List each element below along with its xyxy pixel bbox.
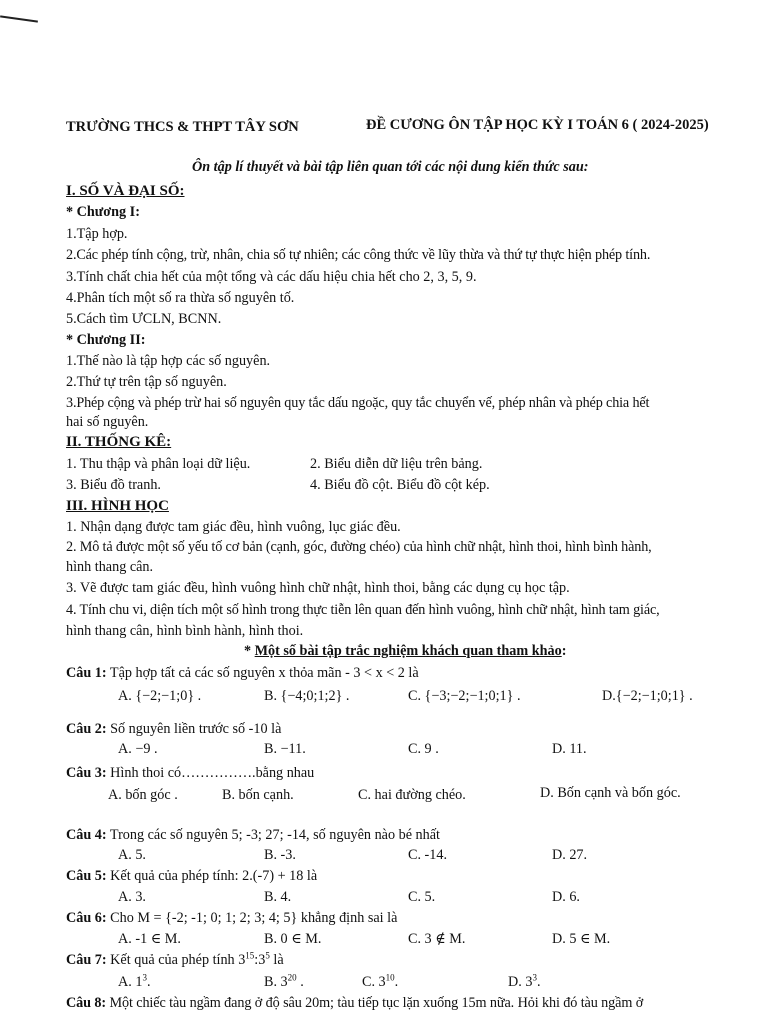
q3-option-c[interactable]: C. hai đường chéo.	[358, 787, 466, 803]
question-6: Câu 6: Cho M = {-2; -1; 0; 1; 2; 3; 4; 5} khẳng định sai là	[66, 910, 398, 926]
q1-option-d[interactable]: D.{−2;−1;0;1} .	[602, 688, 693, 704]
q5-option-d[interactable]: D. 6.	[552, 889, 580, 905]
geometry-item: 3. Vẽ được tam giác đều, hình vuông hình chữ nhật, hình thoi, bằng các dụng cụ học tập.	[66, 580, 570, 596]
question-7: Câu 7: Kết quả của phép tính $3^{15}:3^5$ là	[66, 950, 284, 968]
q1-option-a[interactable]: A. {−2;−1;0} .	[118, 688, 202, 704]
c1-item: 3.Tính chất chia hết của một tổng và các dấu hiệu chia hết cho 2, 3, 5, 9.	[66, 269, 477, 285]
geometry-item: 2. Mô tả được một số yếu tố cơ bản (cạnh, góc, đường chéo) của hình chữ nhật, hình thoi, hình bình hành,	[66, 539, 652, 555]
geometry-item: 4. Tính chu vi, diện tích một số hình trong thực tiễn lên quan đến hình vuông, hình chữ nhật, hình tam giác,	[66, 602, 660, 618]
question-4: Câu 4: Trong các số nguyên 5; -3; 27; -14, số nguyên nào bé nhất	[66, 827, 440, 843]
q3-option-d[interactable]: D. Bốn cạnh và bốn góc.	[540, 785, 681, 801]
c2-item: 3.Phép cộng và phép trừ hai số nguyên quy tắc dấu ngoặc, quy tắc chuyển vế, phép nhân và phép chia hết	[66, 395, 650, 411]
school-name: TRƯỜNG THCS & THPT TÂY SƠN	[66, 119, 299, 135]
c1-item: 5.Cách tìm ƯCLN, BCNN.	[66, 311, 222, 327]
q2-option-c[interactable]: C. 9 .	[408, 741, 439, 757]
q4-option-a[interactable]: A. 5.	[118, 847, 146, 863]
q2-option-a[interactable]: A. −9 .	[118, 741, 158, 757]
q7-option-d[interactable]: D. $3^3$.	[508, 972, 541, 990]
q5-option-a[interactable]: A. 3.	[118, 889, 146, 905]
q6-option-c[interactable]: C. 3 ∉ M.	[408, 931, 466, 947]
q6-option-b[interactable]: B. 0 ∈ M.	[264, 931, 322, 947]
q4-option-d[interactable]: D. 27.	[552, 847, 588, 863]
q3-option-a[interactable]: A. bốn góc .	[108, 787, 178, 803]
document-title: ĐỀ CƯƠNG ÔN TẬP HỌC KỲ I TOÁN 6 ( 2024-2025)	[366, 117, 709, 133]
c2-item: 2.Thứ tự trên tập số nguyên.	[66, 374, 227, 390]
q4-option-b[interactable]: B. -3.	[264, 847, 296, 863]
question-8: Câu 8: Một chiếc tàu ngầm đang ở độ sâu 20m; tàu tiếp tục lặn xuống 15m nữa. Hỏi khi đó tàu ngầm ở	[66, 995, 644, 1011]
geometry-item: hình thang cân.	[66, 559, 154, 575]
c1-item: 1.Tập hợp.	[66, 226, 128, 242]
stat-item: 1. Thu thập và phân loại dữ liệu.	[66, 456, 251, 472]
q2-option-d[interactable]: D. 11.	[552, 741, 587, 757]
q5-option-c[interactable]: C. 5.	[408, 889, 436, 905]
chapter-1-label: * Chương I:	[66, 204, 140, 220]
q7-option-b[interactable]: B. $3^{20}$ .	[264, 972, 304, 990]
geometry-item: 1. Nhận dạng được tam giác đều, hình vuông, lục giác đều.	[66, 519, 401, 535]
q6-option-d[interactable]: D. 5 ∈ M.	[552, 931, 611, 947]
exercises-heading: * Một số bài tập trắc nghiệm khách quan tham khảo:	[244, 643, 567, 659]
pen-mark	[0, 15, 38, 22]
q6-option-a[interactable]: A. -1 ∈ M.	[118, 931, 181, 947]
question-3: Câu 3: Hình thoi có…………….bằng nhau	[66, 765, 315, 781]
q5-option-b[interactable]: B. 4.	[264, 889, 292, 905]
stat-item: 2. Biểu diễn dữ liệu trên bảng.	[310, 456, 483, 472]
q2-option-b[interactable]: B. −11.	[264, 741, 306, 757]
chapter-2-label: * Chương II:	[66, 332, 146, 348]
c2-item: hai số nguyên.	[66, 414, 149, 430]
q1-option-c[interactable]: C. {−3;−2;−1;0;1} .	[408, 688, 521, 704]
q1-option-b[interactable]: B. {−4;0;1;2} .	[264, 688, 350, 704]
section-2-heading: II. THỐNG KÊ:	[66, 434, 172, 450]
intro-text: Ôn tập lí thuyết và bài tập liên quan tới các nội dung kiến thức sau:	[192, 159, 589, 175]
section-3-heading: III. HÌNH HỌC	[66, 498, 169, 514]
question-5: Câu 5: Kết quả của phép tính: 2.(-7) + 18 là	[66, 868, 318, 884]
q3-option-b[interactable]: B. bốn cạnh.	[222, 787, 294, 803]
stat-item: 3. Biểu đồ tranh.	[66, 477, 161, 493]
c1-item: 4.Phân tích một số ra thừa số nguyên tố.	[66, 290, 295, 306]
question-2: Câu 2: Số nguyên liền trước số -10 là	[66, 721, 282, 737]
q7-option-a[interactable]: A. $1^3$.	[118, 972, 151, 990]
c2-item: 1.Thế nào là tập hợp các số nguyên.	[66, 353, 271, 369]
question-1: Câu 1: Tập hợp tất cả các số nguyên x thỏa mãn - 3 < x < 2 là	[66, 665, 419, 681]
section-1-heading: I. SỐ VÀ ĐẠI SỐ:	[66, 183, 185, 199]
q4-option-c[interactable]: C. -14.	[408, 847, 448, 863]
q7-option-c[interactable]: C. $3^{10}$.	[362, 972, 399, 990]
c1-item: 2.Các phép tính cộng, trừ, nhân, chia số tự nhiên; các công thức về lũy thừa và thứ tự thực hiện phép tính.	[66, 247, 651, 263]
stat-item: 4. Biểu đồ cột. Biểu đồ cột kép.	[310, 477, 490, 493]
geometry-item: hình thang cân, hình bình hành, hình thoi.	[66, 623, 304, 639]
